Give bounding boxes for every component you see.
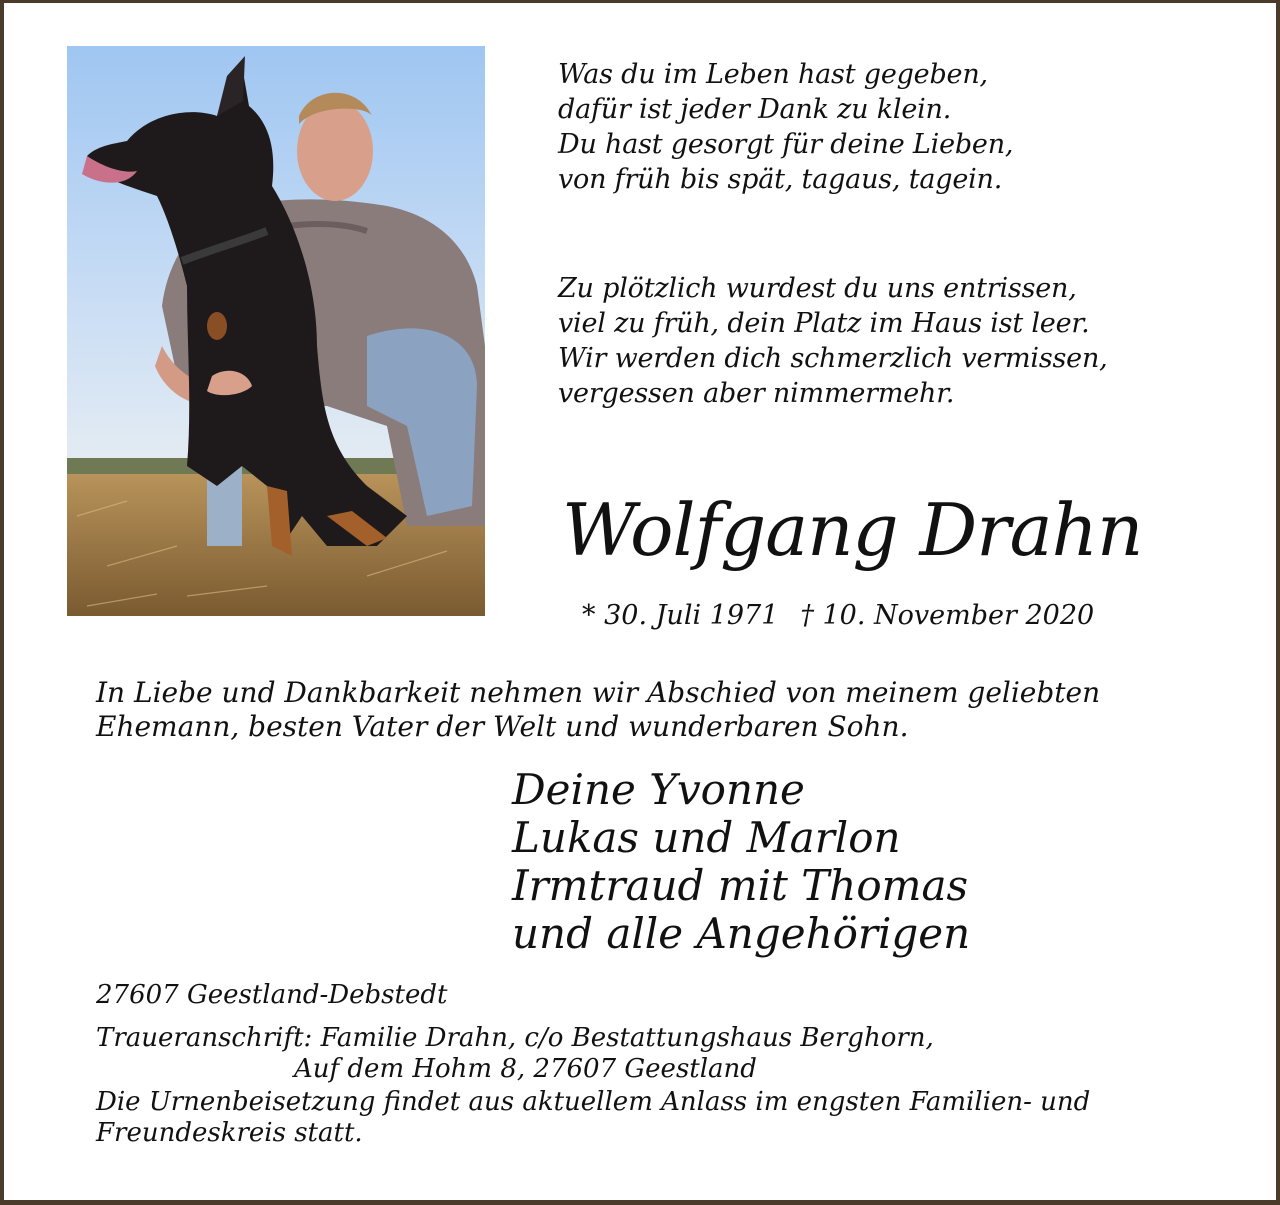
poem-line: viel zu früh, dein Platz im Haus ist leer. [558, 308, 1090, 339]
poem-line: Wir werden dich schmerzlich vermissen, [558, 343, 1108, 374]
poem-stanza-2 [558, 271, 1108, 411]
burial-note: Die Urnenbeisetzung findet aus aktuellem Anlass im engsten Familien- und [96, 1087, 1091, 1117]
poem-line: Was du im Leben hast gegeben, [558, 59, 988, 90]
mourner: Deine Yvonne [512, 765, 805, 814]
burial-note-cont: Freundeskreis statt. [96, 1118, 363, 1148]
place: 27607 Geestland-Debstedt [96, 980, 448, 1010]
mourner: und alle Angehörigen [512, 909, 971, 958]
farewell-line: Ehemann, besten Vater der Welt und wunderbaren Sohn. [96, 710, 909, 743]
deceased-name: Wolfgang Drahn [562, 488, 1143, 572]
poem-line: dafür ist jeder Dank zu klein. [558, 94, 952, 125]
death-date: † 10. November 2020 [800, 600, 1095, 631]
farewell-line: In Liebe und Dankbarkeit nehmen wir Abschied von meinem geliebten [96, 676, 1101, 709]
mourning-address: Traueranschrift: Familie Drahn, c/o Bestattungshaus Berghorn, [96, 1023, 934, 1053]
life-dates [582, 600, 1094, 631]
birth-date: * 30. Juli 1971 [582, 600, 779, 631]
farewell-text [96, 676, 1100, 744]
mourner: Irmtraud mit Thomas [512, 861, 969, 910]
poem-line: von früh bis spät, tagaus, tagein. [558, 164, 1003, 195]
mourners-list [512, 766, 970, 958]
portrait-photo [67, 46, 485, 616]
poem-stanza-1 [558, 57, 1013, 197]
poem-line: vergessen aber nimmermehr. [558, 378, 955, 409]
poem-line: Du hast gesorgt für deine Lieben, [558, 129, 1014, 160]
poem-line: Zu plötzlich wurdest du uns entrissen, [558, 273, 1077, 304]
mourning-address-street: Auf dem Hohm 8, 27607 Geestland [294, 1054, 757, 1084]
footer-info [96, 980, 1090, 1149]
mourner: Lukas und Marlon [512, 813, 901, 862]
